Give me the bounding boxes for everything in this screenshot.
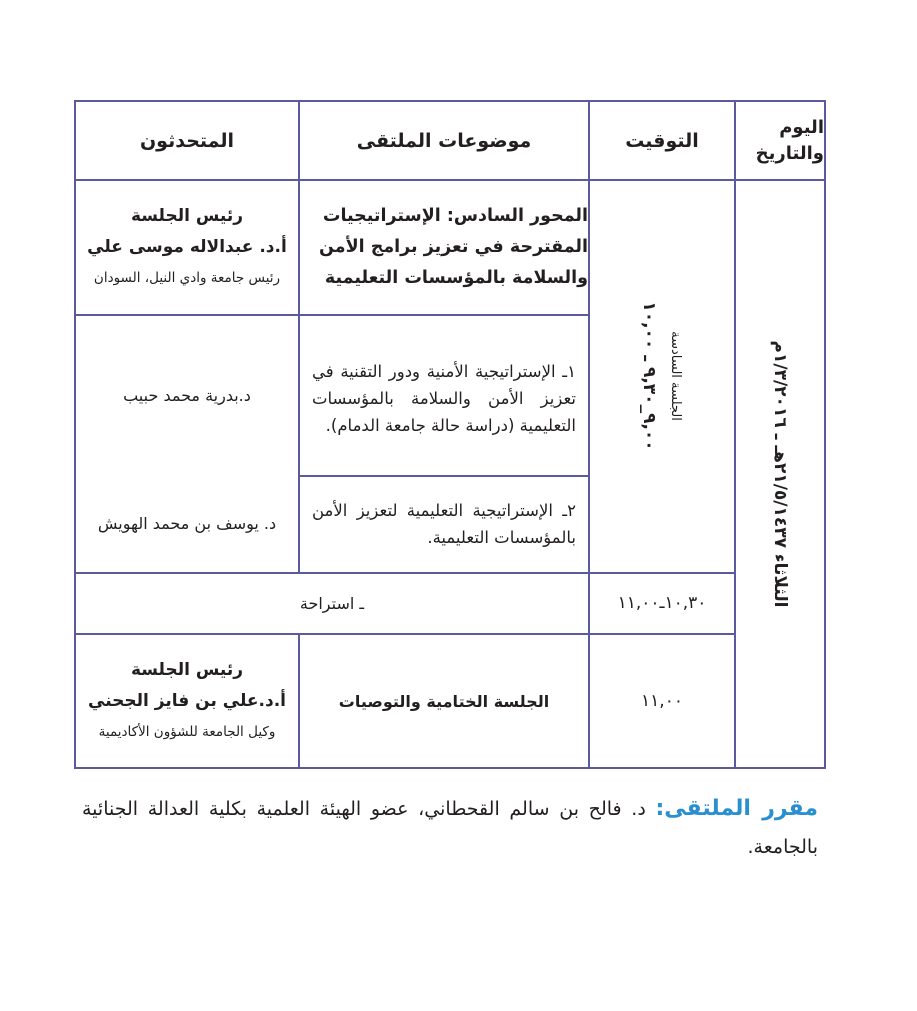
day-cell (735, 180, 825, 768)
header-speakers: المتحدثون (75, 101, 299, 180)
session6-paper1-cell (299, 315, 589, 476)
break-label: ـ استراحة (75, 573, 589, 634)
closing-time: ١١,٠٠ (589, 634, 735, 768)
session6-chair-name: أ.د. عبدالاله موسى علي (87, 236, 287, 257)
session6-paper2: ٢ـ الإستراتيجية التعليمية لتعزيز الأمن بالمؤسسات التعليمية. (312, 501, 576, 548)
session6-time-cell (589, 180, 735, 573)
session6-name: الجلسة السادسة (668, 331, 683, 422)
closing-chair-title: وكيل الجامعة للشؤون الأكاديمية (98, 723, 276, 740)
header-day-line1: اليوم (779, 116, 824, 138)
session6-chair-title: رئيس جامعة وادي النيل، السودان (93, 269, 281, 286)
closing-chair (75, 634, 299, 768)
session6-speaker1: د.بدرية محمد حبيب (75, 315, 299, 476)
break-row (75, 573, 825, 634)
break-time: ١٠,٣٠ـ١١,٠٠ (589, 573, 735, 634)
session6-speaker2: د. يوسف بن محمد الهويش (75, 476, 299, 573)
closing-chair-label: رئيس الجلسة (130, 659, 244, 680)
header-row (75, 101, 825, 180)
session6-chair (75, 180, 299, 315)
session6-time: ٩,٠٠_٩,٣٠ ـ ١٠,٠٠ (639, 301, 659, 451)
session6-paper1: ١ـ الإستراتيجية الأمنية ودور التقنية في تعزيز الأمن والسلامة بالمؤسسات التعليمية (دراسة حالة جامعة الدمام). (312, 361, 576, 435)
schedule-table (74, 100, 826, 769)
closing-row (75, 634, 825, 768)
rapporteur-text: د. فالح بن سالم القحطاني، عضو الهيئة العلمية بكلية العدالة الجنائية بالجامعة. (82, 798, 818, 858)
header-time: التوقيت (589, 101, 735, 180)
rapporteur-label: مقرر الملتقى: (655, 796, 818, 821)
closing-chair-name: أ.د.علي بن فايز الجحني (88, 690, 286, 711)
session6-axis-title: المحور السادس: الإستراتيجيات المقترحة في تعزيز برامج الأمن والسلامة بالمؤسسات التعليمية (299, 180, 589, 315)
header-day (735, 101, 825, 180)
session6-chair-label: رئيس الجلسة (130, 205, 244, 226)
closing-topic: الجلسة الختامية والتوصيات (299, 634, 589, 768)
rapporteur-paragraph (82, 790, 818, 866)
session6-axis-row (75, 180, 825, 315)
day-text: الثلاثاء ٢١/٥/١٤٣٧هـ ـ ١/٣/٢٠١٦م (770, 340, 790, 608)
session6-paper2-cell (299, 476, 589, 573)
header-day-line2: والتاريخ (755, 142, 824, 164)
header-topics: موضوعات الملتقى (299, 101, 589, 180)
